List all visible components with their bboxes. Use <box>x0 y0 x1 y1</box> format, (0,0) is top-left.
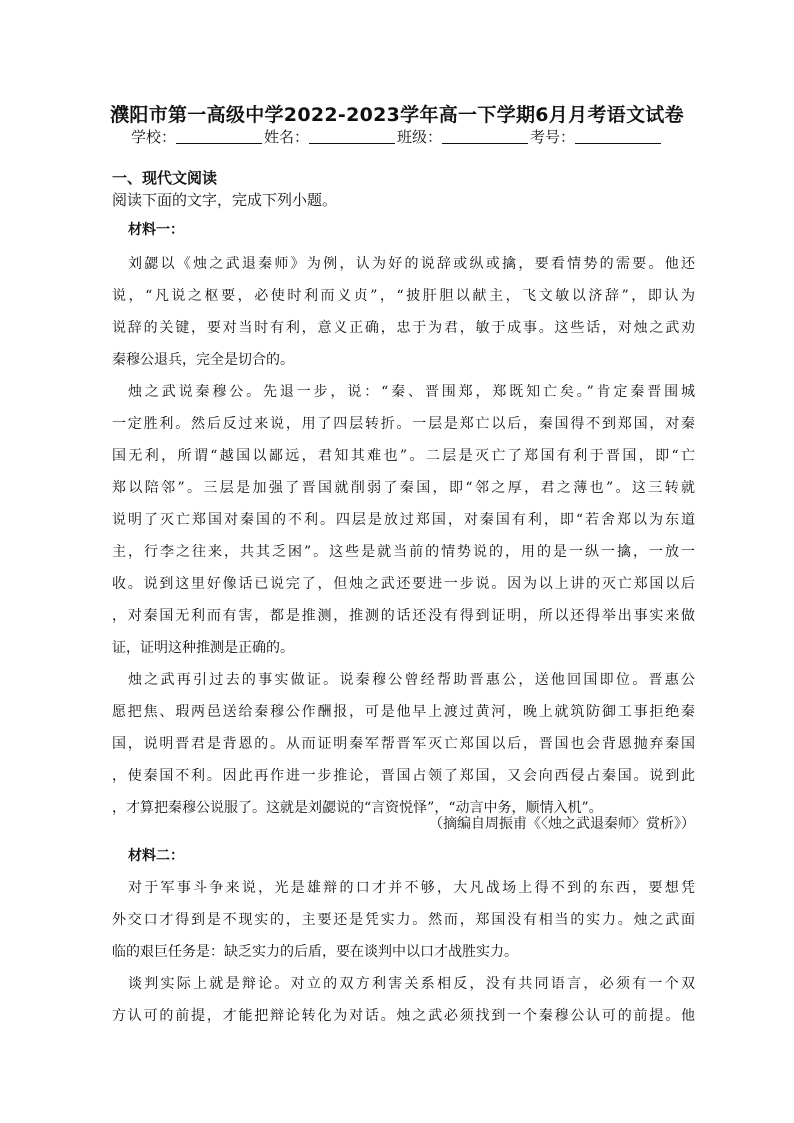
paragraph-line: ，才算把秦穆公说服了。这就是刘勰说的“言资悦怿”，“动言中务，顺情入机”。 <box>112 800 603 816</box>
paragraph-line: 说，“凡说之枢要，必使时利而义贞”，“披肝胆以献主，飞文敏以济辞”，即认为 <box>112 288 695 304</box>
paragraph-line: 外交口才得到是不现实的，主要还是凭实力。然而，郑国没有相当的实力。烛之武面 <box>112 912 695 928</box>
page-title: 濮阳市第一高级中学2022-2023学年高一下学期6月月考语文试卷 <box>110 104 684 126</box>
exam-number-blank[interactable] <box>575 129 661 144</box>
paragraph-line: 谈判实际上就是辩论。对立的双方利害关系相反，没有共同语言，必须有一个双 <box>128 976 695 992</box>
paragraph-line: 秦穆公退兵，完全是切合的。 <box>112 352 294 368</box>
paragraph-line: 刘勰以《烛之武退秦师》为例，认为好的说辞或纵或擒，要看情势的需要。他还 <box>128 256 695 272</box>
paragraph-line: 对于军事斗争来说，光是雄辩的口才并不够，大凡战场上得不到的东西，要想凭 <box>128 880 695 896</box>
name-blank[interactable] <box>309 129 395 144</box>
school-blank[interactable] <box>176 129 262 144</box>
paragraph-line: 烛之武说秦穆公。先退一步，说：“秦、晋围郑，郑既知亡矣。”肯定秦晋围城 <box>128 384 695 400</box>
school-label: 学校： <box>130 128 176 146</box>
paragraph-line: 一定胜利。然后反过来说，用了四层转折。一层是郑亡以后，秦国得不到郑国，对秦 <box>112 416 695 432</box>
instruction-text: 阅读下面的文字，完成下列小题。 <box>112 191 338 209</box>
paragraph-line: 说辞的关键，要对当时有利，意义正确，忠于为君，敏于成事。这些话，对烛之武劝 <box>112 320 695 336</box>
paragraph-line: 证，证明这种推测是正确的。 <box>112 640 294 656</box>
class-field <box>397 126 530 147</box>
source-citation: （摘编自周振甫《〈烛之武退秦师〉赏析》） <box>429 816 695 832</box>
student-info-row <box>0 126 794 147</box>
paragraph-line: 临的艰巨任务是：缺乏实力的后盾，要在谈判中以口才战胜实力。 <box>112 944 518 960</box>
exam-number-field <box>530 126 663 147</box>
section-heading: 一、现代文阅读 <box>112 169 218 187</box>
paragraph-line: 郑以陪邻”。三层是加强了晋国就削弱了秦国，即“邻之厚，君之薄也”。这三转就 <box>112 480 695 496</box>
paragraph-line: 方认可的前提，才能把辩论转化为对话。烛之武必须找到一个秦穆公认可的前提。他 <box>112 1008 695 1024</box>
paragraph-line: ，对秦国无利而有害，都是推测，推测的话还没有得到证明，所以还得举出事实来做 <box>112 608 695 624</box>
material-two-label: 材料二： <box>128 848 184 864</box>
paragraph-line: 说明了灭亡郑国对秦国的不利。四层是放过郑国，对秦国有利，即“若舍郑以为东道 <box>112 512 695 528</box>
name-label: 姓名： <box>263 128 309 146</box>
name-field <box>264 126 397 147</box>
paragraph-line: 国无利，所谓“越国以鄙远，君知其难也”。二层是灭亡了郑国有利于晋国，即“亡 <box>112 448 695 464</box>
paragraph-line: ，使秦国不利。因此再作进一步推论，晋国占领了郑国，又会向西侵占秦国。说到此 <box>112 768 695 784</box>
paragraph-line: 国，说明晋君是背恩的。从而证明秦军帮晋军灭亡郑国以后，晋国也会背恩抛弃秦国 <box>112 736 695 752</box>
class-label: 班级： <box>397 128 443 146</box>
class-blank[interactable] <box>442 129 528 144</box>
exam-number-label: 考号： <box>530 128 576 146</box>
paragraph-line: 主，行李之往来，共其乏困”。这些是就当前的情势说的，用的是一纵一擒，一放一 <box>112 544 695 560</box>
paragraph-line: 收。说到这里好像话已说完了，但烛之武还要进一步说。因为以上讲的灭亡郑国以后 <box>112 576 695 592</box>
paragraph-line: 烛之武再引过去的事实做证。说秦穆公曾经帮助晋惠公，送他回国即位。晋惠公 <box>128 672 695 688</box>
paragraph-line: 愿把焦、瑕两邑送给秦穆公作酬报，可是他早上渡过黄河，晚上就筑防御工事拒绝秦 <box>112 704 695 720</box>
material-one-label: 材料一： <box>128 222 184 238</box>
school-field <box>131 126 264 147</box>
